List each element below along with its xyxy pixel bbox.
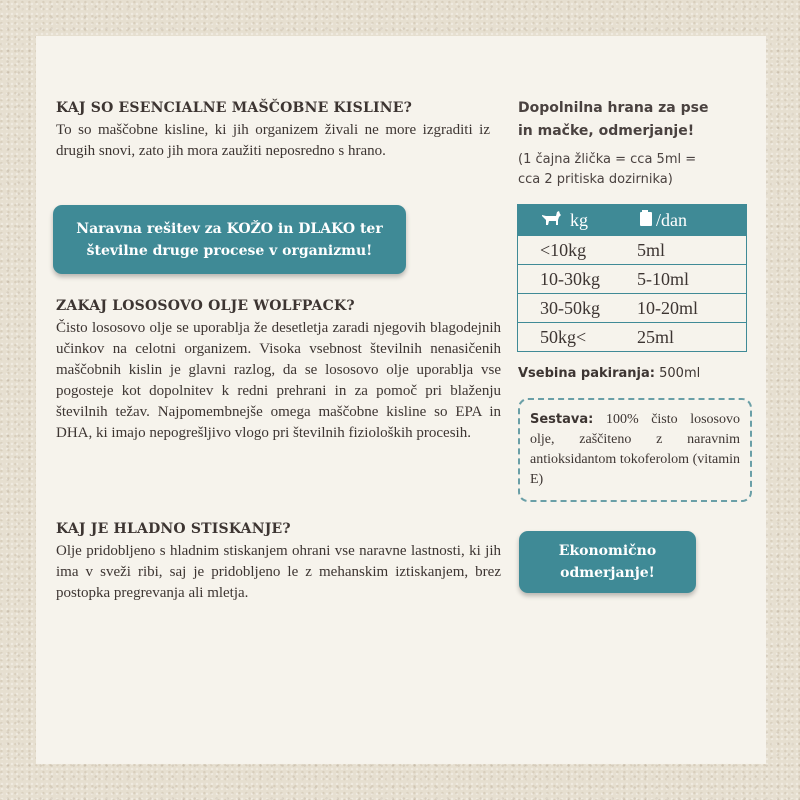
skin-coat-banner: Naravna rešitev za KOŽO in DLAKO ter številne druge procese v organizmu!	[53, 205, 406, 274]
dosage-header-dose	[637, 205, 747, 236]
dosage-row	[518, 236, 747, 265]
dosage-amount-cell: 5-10ml	[637, 265, 747, 294]
dosage-note	[518, 150, 696, 190]
section-body-why-salmon-oil: Čisto lososovo olje se uporablja že desetletja zaradi njegovih blagodejnih učinkov na celotni organizem. Visoka vsebnost številnih nenasičenih maščobnih kislin je glavni razlog, da se lososovo olje uporablja vse pogosteje kot dopolnitev k redni prehrani in za pomoč pri blaženju številnih težav. Najpomembnejše omega maščobne kisline so EPA in DHA, ki imajo nepogrešljivo vlogo pri številnih fizioloških procesih.	[56, 320, 501, 441]
dog-icon	[540, 210, 562, 231]
economical-dosing-banner	[519, 531, 696, 593]
package-label: Vsebina pakiranja:	[518, 366, 655, 381]
dose-header-label: /dan	[656, 209, 687, 230]
section-heading-cold-pressing: KAJ JE HLADNO STISKANJE?	[56, 521, 291, 537]
dosage-title-line1: Dopolnilna hrana za pse	[518, 100, 709, 116]
dosage-row	[518, 294, 747, 323]
dosage-weight-cell: 50kg<	[518, 323, 638, 352]
dosage-table-header	[518, 205, 747, 236]
dosage-weight-cell: 30-50kg	[518, 294, 638, 323]
weight-header-label: kg	[570, 209, 588, 230]
dosage-table	[517, 204, 747, 352]
dosage-note-line2: cca 2 pritiska dozirnika)	[518, 172, 673, 187]
economical-line1: Ekonomično	[558, 543, 657, 559]
section-heading-why-salmon-oil: ZAKAJ LOSOSOVO OLJE WOLFPACK?	[56, 298, 355, 314]
package-value: 500ml	[659, 366, 701, 381]
dosage-row	[518, 323, 747, 352]
dosage-title	[518, 97, 708, 143]
dosage-amount-cell: 10-20ml	[637, 294, 747, 323]
composition-box	[518, 398, 752, 502]
economical-line2: odmerjanje!	[560, 565, 655, 581]
dosage-title-line2: in mačke, odmerjanje!	[518, 123, 695, 139]
dosage-amount-cell: 25ml	[637, 323, 747, 352]
section-heading-essential-fatty-acids: KAJ SO ESENCIALNE MAŠČOBNE KISLINE?	[56, 100, 413, 116]
composition-label: Sestava:	[530, 412, 594, 427]
dosage-amount-cell: 5ml	[637, 236, 747, 265]
cup-icon	[638, 209, 654, 232]
package-content	[518, 366, 700, 381]
section-body-cold-pressing: Olje pridobljeno s hladnim stiskanjem ohrani vse naravne lastnosti, ki jih ima v sveži ribi, saj je pridobljeno le z mehanskim iztiskanjem, brez postopka pregrevanja ali mletja.	[56, 543, 501, 601]
composition-text: 100% čisto lososovo olje, zaščiteno z naravnim antioksidantom tokoferolom (vitamin E)	[530, 412, 741, 487]
dosage-note-line1: (1 čajna žlička = cca 5ml =	[518, 152, 697, 167]
dosage-weight-cell: <10kg	[518, 236, 638, 265]
dosage-header-weight	[518, 205, 638, 236]
content-card	[36, 36, 766, 764]
section-body-essential-fatty-acids: To so maščobne kisline, ki jih organizem živali ne more izgraditi iz drugih snovi, zato jih mora zaužiti neposredno s hrano.	[56, 122, 490, 159]
dosage-row	[518, 265, 747, 294]
dosage-weight-cell: 10-30kg	[518, 265, 638, 294]
